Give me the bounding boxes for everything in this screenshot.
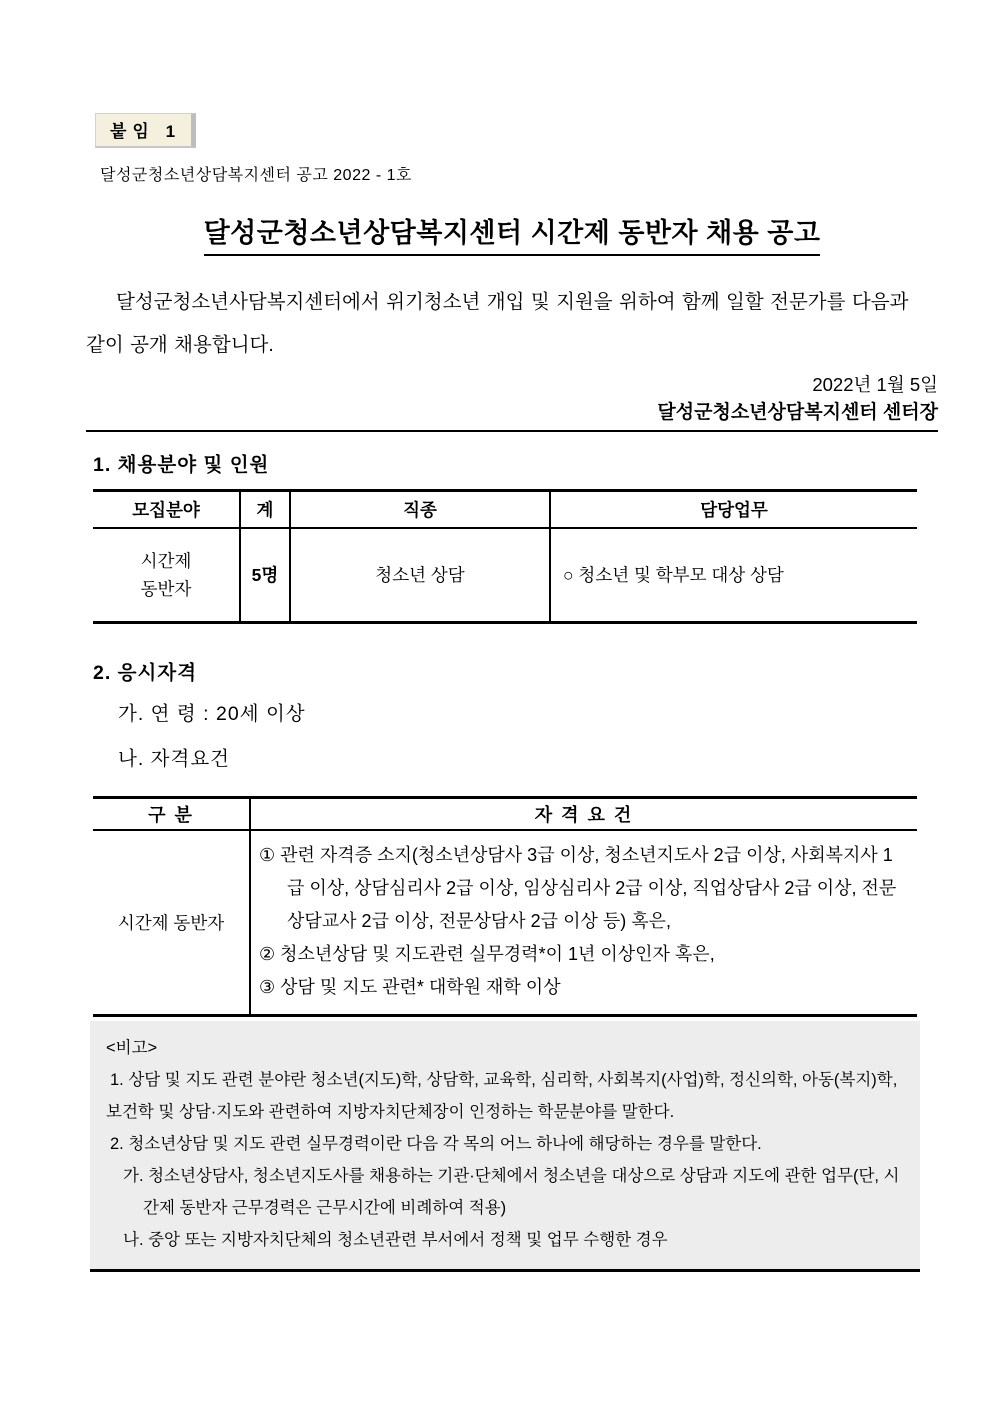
qualification-table: [93, 796, 917, 1017]
notes-label: <비고>: [106, 1038, 158, 1057]
page-title: 달성군청소년상담복지센터 시간제 동반자 채용 공고: [204, 211, 821, 256]
recruit-field-line2: 동반자: [140, 578, 192, 599]
doc-number: 달성군청소년상담복지센터 공고 2022 - 1호: [100, 167, 412, 184]
cell-recruit-field: [93, 528, 240, 623]
requirement-item-1: ① 관련 자격증 소지(청소년상담사 3급 이상, 청소년지도사 2급 이상, 사회복지사 1급 이상, 상담심리사 2급 이상, 임상심리사 2급 이상, 직업상담사 2급 이상, 전문상담교사 2급 이상, 전문상담사 2급 이상 등) 혹은,: [259, 844, 897, 931]
cell-duty: ○ 청소년 및 학부모 대상 상담: [550, 528, 917, 623]
title-wrap: [86, 211, 938, 253]
note-item-2: 2. 청소년상담 및 지도 관련 실무경력이란 다음 각 목의 어느 하나에 해당하는 경우를 말한다.: [110, 1134, 762, 1153]
header-job-type: 직종: [290, 491, 550, 528]
section1-heading: 1. 채용분야 및 인원: [93, 454, 270, 476]
requirement-item-3: ③ 상담 및 지도 관련* 대학원 재학 이상: [259, 976, 561, 997]
table-row: [93, 830, 917, 1016]
cell-count: 5명: [240, 528, 290, 623]
recruitment-table-header-row: [93, 491, 917, 528]
attachment-row: [86, 113, 938, 147]
recruitment-table: [93, 489, 917, 624]
header-category: 구 분: [93, 798, 250, 830]
note-item-2a: 가. 청소년상담사, 청소년지도사를 채용하는 기관·단체에서 청소년을 대상으로 상담과 지도에 관한 업무(단, 시간제 동반자 근무경력은 근무시간에 비례하여 적용): [123, 1166, 900, 1217]
note-item-2b: 나. 중앙 또는 지방자치단체의 청소년관련 부서에서 정책 및 업무 수행한 경우: [123, 1230, 668, 1249]
attachment-label: 붙임 1: [95, 113, 196, 148]
signer-title: 달성군청소년상담복지센터 센터장: [657, 402, 938, 423]
cell-job-type: 청소년 상담: [290, 528, 550, 623]
age-requirement: 가. 연 령 : 20세 이상: [118, 703, 306, 725]
intro-paragraph: 달성군청소년사담복지센터에서 위기청소년 개입 및 지원을 위하여 함께 일할 전문가를 다음과 같이 공개 채용합니다.: [86, 291, 909, 356]
qualification-label: 나. 자격요건: [118, 748, 231, 770]
header-duty: 담당업무: [550, 491, 917, 528]
note-item-1: 1. 상담 및 지도 관련 분야란 청소년(지도)학, 상담학, 교육학, 심리학, 사회복지(사업)학, 정신의학, 아동(복지)학, 보건학 및 상담·지도와 관련하여 지방자치단체장이 인정하는 학문분야를 말한다.: [106, 1070, 898, 1121]
header-total: 계: [240, 491, 290, 528]
cell-qualifications: [250, 830, 917, 1016]
recruit-field-line1: 시간제: [140, 550, 192, 571]
divider-rule: [86, 430, 938, 432]
qualification-table-header-row: [93, 798, 917, 830]
header-qualification: 자 격 요 건: [250, 798, 917, 830]
notes-box: [90, 1021, 920, 1272]
section2-heading: 2. 응시자격: [93, 662, 198, 684]
table-row: [93, 528, 917, 623]
cell-category: 시간제 동반자: [117, 912, 225, 933]
header-recruit-field: 모집분야: [93, 491, 240, 528]
announcement-date: 2022년 1월 5일: [812, 374, 938, 395]
requirement-item-2: ② 청소년상담 및 지도관련 실무경력*이 1년 이상인자 혹은,: [259, 943, 715, 964]
